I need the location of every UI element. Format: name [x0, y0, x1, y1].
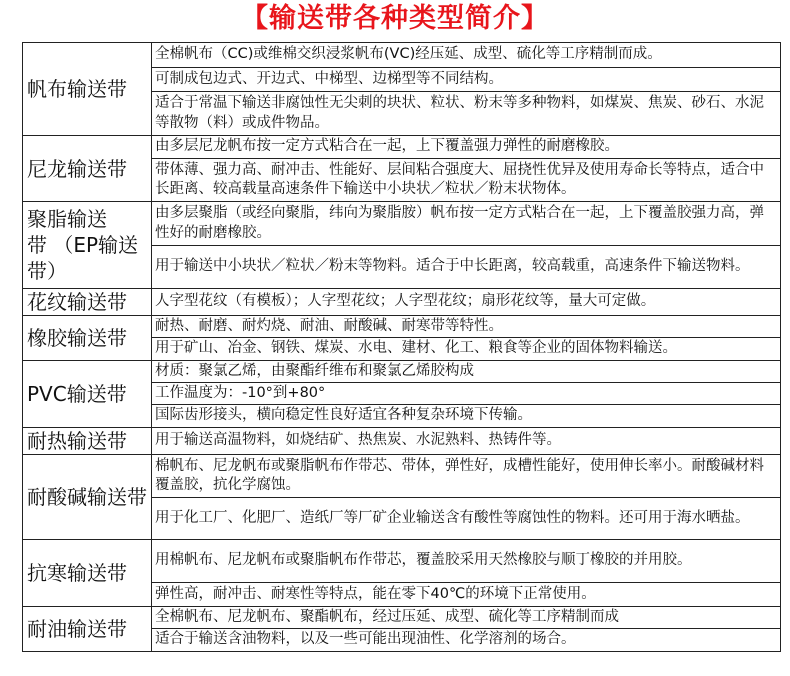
- belt-type-description: 用于化工厂、化肥厂、造纸厂等厂矿企业输送含有酸性等腐蚀性的物料。还可用于海水晒盐。: [152, 498, 781, 540]
- table-row: [23, 607, 781, 629]
- belt-type-description: 带体薄、强力高、耐冲击、性能好、层间粘合强度大、屈挠性优异及使用寿命长等特点，适合中长距离、较高载量高速条件下输送中小块状／粒状／粉末状物体。: [152, 159, 781, 202]
- belt-type-description: 用于输送高温物料，如烧结矿、热焦炭、水泥熟料、热铸件等。: [152, 428, 781, 455]
- belt-type-description: 适合于常温下输送非腐蚀性无尖刺的块状、粒状、粉末等多种物料，如煤炭、焦炭、砂石、水泥等散物（料）或成件物品。: [152, 92, 781, 136]
- table-row: [23, 136, 781, 159]
- belt-type-description: 可制成包边式、开边式、中梯型、边梯型等不同结构。: [152, 68, 781, 92]
- belt-type-description: 由多层尼龙帆布按一定方式粘合在一起，上下覆盖强力弹性的耐磨橡胶。: [152, 136, 781, 159]
- table-row: [23, 43, 781, 68]
- belt-type-name: 耐热输送带: [23, 428, 152, 455]
- belt-type-name: 尼龙输送带: [23, 136, 152, 202]
- table-row: [23, 361, 781, 383]
- table-row: [23, 540, 781, 583]
- belt-type-name: 耐油输送带: [23, 607, 152, 652]
- belt-type-name: 耐酸碱输送带: [23, 455, 152, 540]
- belt-type-name: 抗寒输送带: [23, 540, 152, 607]
- belt-type-description: 棉帆布、尼龙帆布或聚脂帆布作带芯、带体，弹性好，成槽性能好，使用伸长率小。耐酸碱材料覆盖胶，抗化学腐蚀。: [152, 455, 781, 498]
- table-row: [23, 428, 781, 455]
- belt-type-description: 全棉帆布、尼龙帆布、聚酯帆布，经过压延、成型、硫化等工序精制而成: [152, 607, 781, 629]
- belt-type-description: 用于矿山、冶金、钢铁、煤炭、水电、建材、化工、粮食等企业的固体物料输送。: [152, 338, 781, 361]
- page-title: 【输送带各种类型简介】: [241, 3, 549, 34]
- belt-type-description: 用棉帆布、尼龙帆布或聚脂帆布作带芯，覆盖胶采用天然橡胶与顺丁橡胶的并用胶。: [152, 540, 781, 583]
- table-row: [23, 455, 781, 498]
- belt-type-description: 耐热、耐磨、耐灼烧、耐油、耐酸碱、耐寒带等特性。: [152, 316, 781, 338]
- table-row: [23, 202, 781, 246]
- table-row: [23, 316, 781, 338]
- belt-type-description: 用于输送中小块状／粒状／粉末等物料。适合于中长距离，较高载重，高速条件下输送物料。: [152, 246, 781, 289]
- belt-type-description: 工作温度为：-10°到+80°: [152, 383, 781, 405]
- belt-type-name: 花纹输送带: [23, 289, 152, 316]
- belt-type-description: 弹性高，耐冲击、耐寒性等特点，能在零下40℃的环境下正常使用。: [152, 583, 781, 607]
- conveyor-belt-types-table: [22, 42, 781, 652]
- belt-type-description: 适合于输送含油物料，以及一些可能出现油性、化学溶剂的场合。: [152, 629, 781, 652]
- belt-type-description: 全棉帆布（CC)或维棉交织浸浆帆布(VC)经压延、成型、硫化等工序精制而成。: [152, 43, 781, 68]
- belt-type-description: 材质：聚氯乙烯，由聚酯纤维布和聚氯乙烯胶构成: [152, 361, 781, 383]
- belt-type-name: 聚脂输送 带 （EP输送 带）: [23, 202, 152, 289]
- table-row: [23, 289, 781, 316]
- belt-type-name: PVC输送带: [23, 361, 152, 428]
- belt-type-description: 人字型花纹（有模板）；人字型花纹；人字型花纹；扇形花纹等，量大可定做。: [152, 289, 781, 316]
- belt-type-name: 帆布输送带: [23, 43, 152, 136]
- belt-type-description: 国际齿形接头，横向稳定性良好适宜各种复杂环境下传输。: [152, 405, 781, 428]
- belt-type-name: 橡胶输送带: [23, 316, 152, 361]
- belt-type-description: 由多层聚脂（或经向聚脂，纬向为聚脂胺）帆布按一定方式粘合在一起，上下覆盖胶强力高，弹性好的耐磨橡胶。: [152, 202, 781, 246]
